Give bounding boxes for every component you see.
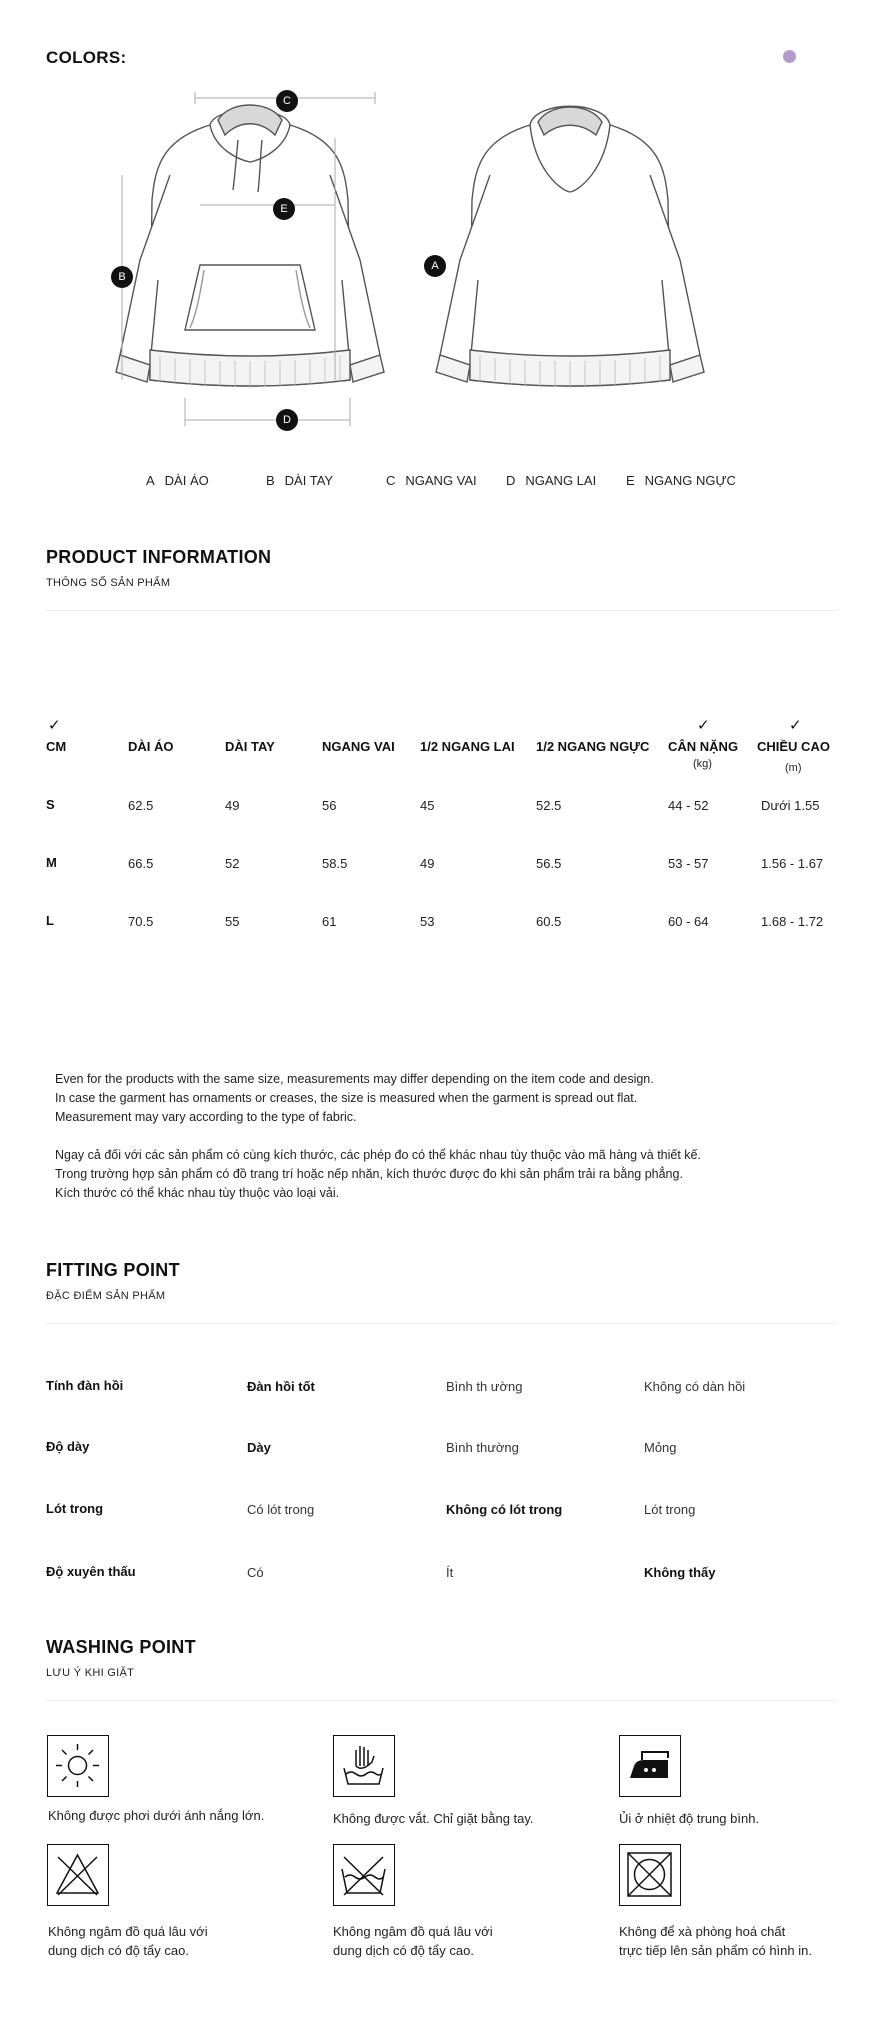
divider xyxy=(46,610,837,611)
height-unit: (m) xyxy=(785,762,802,774)
marker-d: D xyxy=(276,409,298,431)
hand-wash-icon xyxy=(333,1735,395,1797)
marker-c: C xyxy=(276,90,298,112)
no-soak-wash-icon xyxy=(333,1844,395,1906)
fit-option-selected: Dày xyxy=(247,1440,271,1455)
no-bleach-icon xyxy=(47,1844,109,1906)
iron-medium-icon xyxy=(619,1735,681,1797)
color-swatch-lavender[interactable] xyxy=(783,50,796,63)
marker-e: E xyxy=(273,198,295,220)
legend-item-c: C NGANG VAI xyxy=(386,473,477,488)
washing-title: WASHING POINT xyxy=(46,1637,196,1657)
weight-unit: (kg) xyxy=(693,758,712,770)
divider xyxy=(46,1323,837,1324)
hoodie-back-illustration xyxy=(436,106,704,388)
table-cell: 70.5 xyxy=(128,914,154,929)
table-cell: 1.68 - 1.72 xyxy=(761,914,824,929)
no-direct-sun-icon xyxy=(47,1735,109,1797)
table-header-length: DÀI ÁO xyxy=(128,739,174,754)
table-cell: 45 xyxy=(420,798,435,813)
wash-instruction: Không được phơi dưới ánh nắng lớn. xyxy=(48,1808,265,1823)
wash-instruction: Không được vắt. Chỉ giặt bằng tay. xyxy=(333,1811,534,1826)
table-row-size-s: S xyxy=(46,797,55,812)
table-cell: 49 xyxy=(420,856,435,871)
divider xyxy=(46,1700,837,1701)
fit-label-elasticity: Tính đàn hồi xyxy=(46,1378,124,1393)
fit-option: Bình thường xyxy=(446,1440,519,1455)
fitting-subtitle: ĐẶC ĐIỂM SẢN PHẨM xyxy=(46,1290,166,1302)
table-cell: 58.5 xyxy=(322,856,348,871)
table-header-shoulder: NGANG VAI xyxy=(322,739,395,754)
table-header-weight: CÂN NẶNG xyxy=(668,739,739,754)
check-icon: ✓ xyxy=(697,717,710,734)
size-notes-en: Even for the products with the same size, measurements may differ depending on the item code and design. In case the garment has ornaments or creases, the size is measured when the garment is spread out flat. Measurement may vary according to the type of fabric. xyxy=(55,1072,654,1124)
wash-instruction: Ủi ở nhiệt độ trung bình. xyxy=(619,1811,760,1826)
table-header-hem: 1/2 NGANG LAI xyxy=(420,739,515,754)
table-cell: 55 xyxy=(225,914,240,929)
fit-option: Lót trong xyxy=(644,1502,696,1517)
table-cell: 62.5 xyxy=(128,798,154,813)
table-header-cm: CM xyxy=(46,739,67,754)
fit-option: Bình th ường xyxy=(446,1379,523,1394)
product-info-subtitle: THÔNG SỐ SẢN PHẨM xyxy=(46,577,171,589)
table-header-sleeve: DÀI TAY xyxy=(225,739,275,754)
fitting-title: FITTING POINT xyxy=(46,1260,180,1280)
table-cell: 53 - 57 xyxy=(668,856,709,871)
washing-subtitle: LƯU Ý KHI GIẶT xyxy=(46,1667,135,1679)
table-cell: 53 xyxy=(420,914,435,929)
fit-option: Mỏng xyxy=(644,1440,677,1455)
check-icon: ✓ xyxy=(48,717,61,734)
table-row-size-l: L xyxy=(46,913,54,928)
table-cell: 52.5 xyxy=(536,798,562,813)
table-cell: 44 - 52 xyxy=(668,798,709,813)
table-cell: 56 xyxy=(322,798,337,813)
fit-option-selected: Không thấy xyxy=(644,1565,716,1580)
table-header-chest: 1/2 NGANG NGỰC xyxy=(536,739,650,754)
table-cell: 1.56 - 1.67 xyxy=(761,856,824,871)
check-icon: ✓ xyxy=(789,717,802,734)
product-info-title: PRODUCT INFORMATION xyxy=(46,547,272,567)
fit-option: Có lót trong xyxy=(247,1502,315,1517)
table-cell: 52 xyxy=(225,856,240,871)
size-notes-vi: Ngay cả đối với các sản phẩm có cùng kích thước, các phép đo có thể khác nhau tùy thuộc vào mã hàng và thiết kế. Trong trường hợp sản phẩm có đồ trang trí hoặc nếp nhăn, kích thước được đo khi sản phẩm trải ra bằng phẳng. Kích thước có thể khác nhau tùy thuộc vào loại vải. xyxy=(55,1148,701,1200)
table-cell: 60 - 64 xyxy=(668,914,709,929)
fit-label-transparency: Độ xuyên thấu xyxy=(46,1564,136,1579)
fit-option: Có xyxy=(247,1565,264,1580)
wash-instruction: Không để xà phòng hoá chất trực tiếp lên sản phẩm có hình in. xyxy=(619,1924,812,1958)
table-header-height: CHIỀU CAO xyxy=(757,739,830,754)
table-cell: 60.5 xyxy=(536,914,562,929)
table-cell: 61 xyxy=(322,914,337,929)
table-cell: 66.5 xyxy=(128,856,154,871)
legend-item-d: D NGANG LAI xyxy=(506,473,597,488)
table-cell: Dưới 1.55 xyxy=(761,798,820,813)
hoodie-front-illustration xyxy=(116,105,384,388)
wash-instruction: Không ngâm đồ quá lâu với dung dịch có độ tẩy cao. xyxy=(48,1924,208,1958)
legend-item-e: E NGANG NGỰC xyxy=(626,473,736,488)
table-cell: 49 xyxy=(225,798,240,813)
fit-option-selected: Đàn hồi tốt xyxy=(247,1379,315,1394)
no-tumble-dry-icon xyxy=(619,1844,681,1906)
marker-a: A xyxy=(424,255,446,277)
fit-label-thickness: Độ dày xyxy=(46,1439,90,1454)
table-row-size-m: M xyxy=(46,855,57,870)
colors-label: COLORS: xyxy=(46,48,127,67)
fit-label-lining: Lót trong xyxy=(46,1501,104,1516)
fit-option-selected: Không có lót trong xyxy=(446,1502,563,1517)
fit-option: Không có dàn hồi xyxy=(644,1379,746,1394)
legend-item-b: B DÀI TAY xyxy=(266,473,334,488)
table-cell: 56.5 xyxy=(536,856,562,871)
marker-b: B xyxy=(111,266,133,288)
legend-item-a: A DÀI ÁO xyxy=(146,473,209,488)
fit-option: Ít xyxy=(446,1565,454,1580)
wash-instruction: Không ngâm đồ quá lâu với dung dịch có độ tẩy cao. xyxy=(333,1924,493,1958)
